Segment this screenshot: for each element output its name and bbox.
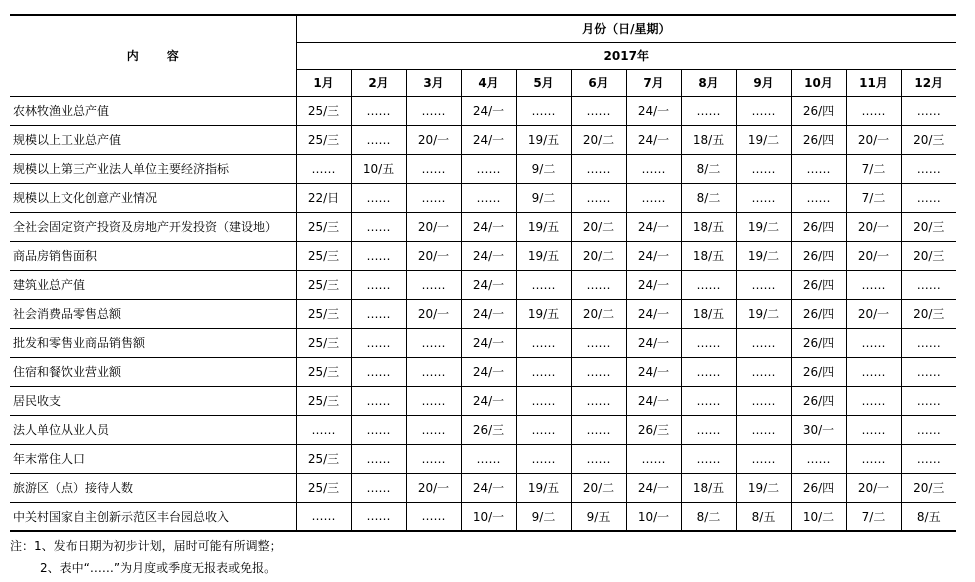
indicator-name: 旅游区（点）接待人数 xyxy=(10,473,296,502)
release-date-cell: 26/四 xyxy=(791,270,846,299)
indicator-name: 规模以上第三产业法人单位主要经济指标 xyxy=(10,154,296,183)
month-header: 1月 xyxy=(296,69,351,96)
release-date-cell: …… xyxy=(296,502,351,531)
indicator-name: 住宿和餐饮业营业额 xyxy=(10,357,296,386)
release-date-cell: …… xyxy=(406,502,461,531)
release-date-cell: …… xyxy=(736,357,791,386)
release-date-cell: …… xyxy=(406,183,461,212)
release-date-cell: …… xyxy=(846,96,901,125)
release-date-cell: 24/一 xyxy=(626,328,681,357)
release-date-cell: 7/二 xyxy=(846,154,901,183)
release-date-cell: 20/二 xyxy=(571,473,626,502)
release-date-cell: 20/一 xyxy=(406,241,461,270)
release-date-cell: …… xyxy=(571,96,626,125)
release-date-cell: 20/一 xyxy=(846,241,901,270)
indicator-name: 规模以上工业总产值 xyxy=(10,125,296,154)
release-date-cell: …… xyxy=(681,270,736,299)
release-date-cell: …… xyxy=(351,212,406,241)
indicator-name: 中关村国家自主创新示范区丰台园总收入 xyxy=(10,502,296,531)
table-row xyxy=(10,328,956,357)
month-header: 11月 xyxy=(846,69,901,96)
release-date-cell: 20/一 xyxy=(406,299,461,328)
release-date-cell: 22/日 xyxy=(296,183,351,212)
release-date-cell: 20/三 xyxy=(901,212,956,241)
release-date-cell: 26/四 xyxy=(791,386,846,415)
release-date-cell: 20/二 xyxy=(571,241,626,270)
release-date-cell: 25/三 xyxy=(296,125,351,154)
release-date-cell: 20/一 xyxy=(846,125,901,154)
release-date-cell: 26/四 xyxy=(791,96,846,125)
table-row xyxy=(10,241,956,270)
release-date-cell: …… xyxy=(571,415,626,444)
release-date-cell: 26/四 xyxy=(791,212,846,241)
release-date-cell: …… xyxy=(516,328,571,357)
release-date-cell: …… xyxy=(461,154,516,183)
release-date-cell: …… xyxy=(461,444,516,473)
release-date-cell: 24/一 xyxy=(626,299,681,328)
release-date-cell: …… xyxy=(571,154,626,183)
release-date-cell: 25/三 xyxy=(296,270,351,299)
indicator-name: 年末常住人口 xyxy=(10,444,296,473)
release-date-cell: 19/五 xyxy=(516,212,571,241)
release-date-cell: 10/二 xyxy=(791,502,846,531)
release-date-cell: …… xyxy=(351,444,406,473)
release-date-cell: …… xyxy=(681,444,736,473)
month-header: 2月 xyxy=(351,69,406,96)
release-date-cell: 24/一 xyxy=(461,241,516,270)
release-date-cell: 19/五 xyxy=(516,241,571,270)
release-date-cell: …… xyxy=(406,444,461,473)
release-date-cell: 20/三 xyxy=(901,473,956,502)
release-date-cell: 20/一 xyxy=(406,473,461,502)
release-date-cell: 8/二 xyxy=(681,154,736,183)
release-date-cell: 25/三 xyxy=(296,444,351,473)
release-date-cell: 19/五 xyxy=(516,473,571,502)
release-date-cell: 26/四 xyxy=(791,328,846,357)
release-date-cell: 24/一 xyxy=(461,125,516,154)
release-date-cell: 19/五 xyxy=(516,125,571,154)
release-date-cell: …… xyxy=(351,125,406,154)
release-date-cell: 20/二 xyxy=(571,212,626,241)
release-date-cell: …… xyxy=(351,502,406,531)
release-date-cell: …… xyxy=(516,444,571,473)
release-date-cell: …… xyxy=(736,386,791,415)
release-date-cell: 10/一 xyxy=(626,502,681,531)
release-date-cell: 26/三 xyxy=(461,415,516,444)
release-date-cell: …… xyxy=(516,415,571,444)
release-schedule xyxy=(10,14,956,532)
release-date-cell: 24/一 xyxy=(461,473,516,502)
release-date-cell: …… xyxy=(571,444,626,473)
release-date-cell: 25/三 xyxy=(296,328,351,357)
release-date-cell: 19/二 xyxy=(736,241,791,270)
month-header: 12月 xyxy=(901,69,956,96)
release-date-cell: …… xyxy=(901,96,956,125)
month-group-header: 月份（日/星期） xyxy=(296,15,956,42)
release-date-cell: 24/一 xyxy=(626,357,681,386)
release-date-cell: 8/二 xyxy=(681,502,736,531)
content-label-part1: 内 xyxy=(126,49,139,64)
release-date-cell: 19/二 xyxy=(736,212,791,241)
release-date-cell: …… xyxy=(351,96,406,125)
release-date-cell: …… xyxy=(296,154,351,183)
release-date-cell: 24/一 xyxy=(626,96,681,125)
release-date-cell: …… xyxy=(406,96,461,125)
release-date-cell: 24/一 xyxy=(461,96,516,125)
release-date-cell: 19/五 xyxy=(516,299,571,328)
release-date-cell: …… xyxy=(626,183,681,212)
table-row xyxy=(10,357,956,386)
indicator-name: 法人单位从业人员 xyxy=(10,415,296,444)
release-date-cell: …… xyxy=(901,183,956,212)
release-date-cell: 20/二 xyxy=(571,299,626,328)
month-header: 8月 xyxy=(681,69,736,96)
release-date-cell: …… xyxy=(571,183,626,212)
table-row xyxy=(10,473,956,502)
release-date-cell: …… xyxy=(846,357,901,386)
indicator-name: 商品房销售面积 xyxy=(10,241,296,270)
release-date-cell: 26/四 xyxy=(791,357,846,386)
release-date-cell: …… xyxy=(681,96,736,125)
release-date-cell: …… xyxy=(681,357,736,386)
table-row xyxy=(10,502,956,531)
release-date-cell: …… xyxy=(461,183,516,212)
release-date-cell: 25/三 xyxy=(296,241,351,270)
table-row xyxy=(10,183,956,212)
release-date-cell: …… xyxy=(681,328,736,357)
release-date-cell: 26/三 xyxy=(626,415,681,444)
table-body xyxy=(10,96,956,531)
release-date-cell: 24/一 xyxy=(626,473,681,502)
release-date-cell: …… xyxy=(626,154,681,183)
release-schedule-table xyxy=(10,14,956,532)
release-date-cell: …… xyxy=(406,415,461,444)
release-date-cell: 19/二 xyxy=(736,125,791,154)
release-date-cell: 20/一 xyxy=(406,212,461,241)
release-date-cell: 20/三 xyxy=(901,125,956,154)
release-date-cell: 20/三 xyxy=(901,299,956,328)
release-date-cell: …… xyxy=(791,444,846,473)
release-date-cell: …… xyxy=(901,328,956,357)
table-row xyxy=(10,299,956,328)
release-date-cell: …… xyxy=(901,154,956,183)
content-label-part2: 容 xyxy=(166,49,179,64)
release-date-cell: …… xyxy=(516,357,571,386)
release-date-cell: 7/二 xyxy=(846,183,901,212)
release-date-cell: 24/一 xyxy=(626,270,681,299)
release-date-cell: …… xyxy=(351,183,406,212)
release-date-cell: …… xyxy=(736,183,791,212)
release-date-cell: …… xyxy=(901,415,956,444)
table-row xyxy=(10,386,956,415)
release-date-cell: 24/一 xyxy=(461,357,516,386)
release-date-cell: …… xyxy=(791,183,846,212)
release-date-cell: …… xyxy=(351,241,406,270)
release-date-cell: …… xyxy=(736,444,791,473)
footnote-1: 注：1、发布日期为初步计划，届时可能有所调整； xyxy=(10,539,282,553)
release-date-cell: …… xyxy=(351,415,406,444)
release-date-cell: 20/一 xyxy=(846,473,901,502)
month-header: 4月 xyxy=(461,69,516,96)
release-date-cell: 9/二 xyxy=(516,183,571,212)
release-date-cell: 26/四 xyxy=(791,125,846,154)
release-date-cell: 25/三 xyxy=(296,473,351,502)
month-header: 3月 xyxy=(406,69,461,96)
release-date-cell: 18/五 xyxy=(681,473,736,502)
header-row-month-group xyxy=(10,15,956,42)
release-date-cell: …… xyxy=(406,386,461,415)
release-date-cell: 25/三 xyxy=(296,212,351,241)
year-header: 2017年 xyxy=(296,42,956,69)
release-date-cell: 9/二 xyxy=(516,502,571,531)
month-header: 7月 xyxy=(626,69,681,96)
release-date-cell: 20/三 xyxy=(901,241,956,270)
release-date-cell: …… xyxy=(406,154,461,183)
release-date-cell: 24/一 xyxy=(461,212,516,241)
release-date-cell: 24/一 xyxy=(626,241,681,270)
indicator-name: 居民收支 xyxy=(10,386,296,415)
content-column-header xyxy=(10,15,296,96)
release-date-cell: …… xyxy=(736,154,791,183)
release-date-cell: …… xyxy=(351,270,406,299)
footnotes xyxy=(10,535,282,579)
release-date-cell: …… xyxy=(351,473,406,502)
release-date-cell: …… xyxy=(516,270,571,299)
release-date-cell: 8/二 xyxy=(681,183,736,212)
release-date-cell: 24/一 xyxy=(461,328,516,357)
release-date-cell: 8/五 xyxy=(901,502,956,531)
release-date-cell: 25/三 xyxy=(296,386,351,415)
release-date-cell: …… xyxy=(736,415,791,444)
release-date-cell: …… xyxy=(351,386,406,415)
release-date-cell: 19/二 xyxy=(736,299,791,328)
indicator-name: 全社会固定资产投资及房地产开发投资（建设地） xyxy=(10,212,296,241)
table-row xyxy=(10,125,956,154)
release-date-cell: …… xyxy=(846,386,901,415)
release-date-cell: 26/四 xyxy=(791,299,846,328)
table-row xyxy=(10,444,956,473)
release-date-cell: 18/五 xyxy=(681,299,736,328)
release-date-cell: 24/一 xyxy=(626,125,681,154)
release-date-cell: …… xyxy=(351,328,406,357)
footnote-2: 2、表中“……”为月度或季度无报表或免报。 xyxy=(40,561,277,575)
indicator-name: 农林牧渔业总产值 xyxy=(10,96,296,125)
release-date-cell: …… xyxy=(736,270,791,299)
release-date-cell: …… xyxy=(791,154,846,183)
release-date-cell: 18/五 xyxy=(681,212,736,241)
release-date-cell: …… xyxy=(626,444,681,473)
release-date-cell: 19/二 xyxy=(736,473,791,502)
release-date-cell: …… xyxy=(571,357,626,386)
release-date-cell: …… xyxy=(846,415,901,444)
indicator-name: 批发和零售业商品销售额 xyxy=(10,328,296,357)
release-date-cell: …… xyxy=(846,270,901,299)
release-date-cell: 10/一 xyxy=(461,502,516,531)
month-header: 9月 xyxy=(736,69,791,96)
release-date-cell: 26/四 xyxy=(791,241,846,270)
release-date-cell: …… xyxy=(571,270,626,299)
release-date-cell: …… xyxy=(571,328,626,357)
release-date-cell: …… xyxy=(846,328,901,357)
release-date-cell: 8/五 xyxy=(736,502,791,531)
release-date-cell: 25/三 xyxy=(296,299,351,328)
indicator-name: 社会消费品零售总额 xyxy=(10,299,296,328)
release-date-cell: 24/一 xyxy=(626,212,681,241)
indicator-name: 建筑业总产值 xyxy=(10,270,296,299)
release-date-cell: 20/一 xyxy=(846,299,901,328)
release-date-cell: 7/二 xyxy=(846,502,901,531)
release-date-cell: …… xyxy=(406,357,461,386)
release-date-cell: …… xyxy=(516,96,571,125)
release-date-cell: …… xyxy=(571,386,626,415)
release-date-cell: 25/三 xyxy=(296,96,351,125)
month-header: 5月 xyxy=(516,69,571,96)
release-date-cell: 30/一 xyxy=(791,415,846,444)
release-date-cell: 20/一 xyxy=(846,212,901,241)
release-date-cell: 25/三 xyxy=(296,357,351,386)
release-date-cell: 20/一 xyxy=(406,125,461,154)
release-date-cell: 24/一 xyxy=(626,386,681,415)
table-row xyxy=(10,415,956,444)
release-date-cell: 10/五 xyxy=(351,154,406,183)
release-date-cell: 18/五 xyxy=(681,241,736,270)
release-date-cell: …… xyxy=(681,386,736,415)
release-date-cell: …… xyxy=(516,386,571,415)
release-date-cell: 18/五 xyxy=(681,125,736,154)
release-date-cell: …… xyxy=(901,386,956,415)
release-date-cell: …… xyxy=(736,96,791,125)
indicator-name: 规模以上文化创意产业情况 xyxy=(10,183,296,212)
release-date-cell: 9/二 xyxy=(516,154,571,183)
release-date-cell: …… xyxy=(846,444,901,473)
table-row xyxy=(10,96,956,125)
release-date-cell: 24/一 xyxy=(461,270,516,299)
release-date-cell: …… xyxy=(901,270,956,299)
table-row xyxy=(10,154,956,183)
release-date-cell: …… xyxy=(406,328,461,357)
release-date-cell: …… xyxy=(901,357,956,386)
release-date-cell: …… xyxy=(736,328,791,357)
release-date-cell: …… xyxy=(351,357,406,386)
month-header: 6月 xyxy=(571,69,626,96)
table-row xyxy=(10,212,956,241)
release-date-cell: 9/五 xyxy=(571,502,626,531)
release-date-cell: 20/二 xyxy=(571,125,626,154)
release-date-cell: 26/四 xyxy=(791,473,846,502)
release-date-cell: …… xyxy=(296,415,351,444)
release-date-cell: …… xyxy=(351,299,406,328)
table-row xyxy=(10,270,956,299)
release-date-cell: 24/一 xyxy=(461,386,516,415)
release-date-cell: …… xyxy=(901,444,956,473)
release-date-cell: …… xyxy=(681,415,736,444)
month-header: 10月 xyxy=(791,69,846,96)
release-date-cell: …… xyxy=(406,270,461,299)
release-date-cell: 24/一 xyxy=(461,299,516,328)
